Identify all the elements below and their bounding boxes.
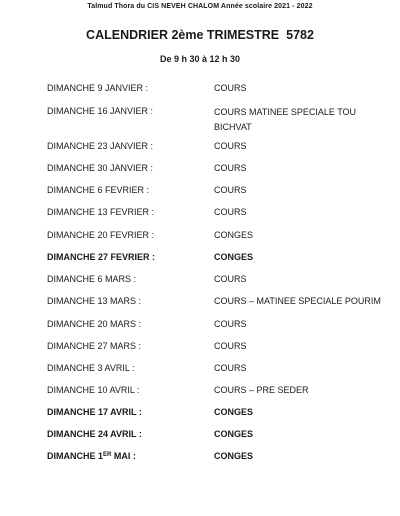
- row-event: COURS: [214, 274, 247, 284]
- row-date-suffix: MAI :: [111, 451, 136, 461]
- row-date: DIMANCHE 3 AVRIL :: [47, 363, 135, 373]
- row-event: COURS: [214, 363, 247, 373]
- row-date: DIMANCHE 23 JANVIER :: [47, 141, 154, 151]
- row-date: DIMANCHE 16 JANVIER :: [47, 106, 154, 116]
- row-event: CONGES: [214, 230, 254, 240]
- row-date-prefix: DIMANCHE 1: [47, 451, 104, 461]
- row-event: COURS: [214, 319, 247, 329]
- row-date: DIMANCHE 6 MARS :: [47, 274, 137, 284]
- row-date-superscript: ER: [103, 452, 112, 458]
- title-text: CALENDRIER 2ème TRIMESTRE: [86, 28, 280, 42]
- row-event: COURS – MATINEE SPECIALE POURIM: [214, 296, 381, 306]
- row-event: COURS: [214, 341, 247, 351]
- row-date: DIMANCHE 27 MARS :: [47, 341, 142, 351]
- row-date: DIMANCHE 13 FEVRIER :: [47, 207, 155, 217]
- row-event: COURS: [214, 141, 247, 151]
- row-event: COURS: [214, 163, 247, 173]
- row-date: DIMANCHE 20 FEVRIER :: [47, 230, 155, 240]
- school-header: Talmud Thora du CIS NEVEH CHALOM Année scolaire 2021 - 2022: [87, 3, 313, 10]
- row-event: CONGES: [214, 407, 254, 417]
- row-date: DIMANCHE 13 MARS :: [47, 296, 142, 306]
- row-event: COURS MATINEE SPECIALE TOU BICHVAT: [214, 107, 357, 132]
- title-year: 5782: [286, 28, 314, 42]
- row-date: DIMANCHE 20 MARS :: [47, 319, 142, 329]
- row-event: CONGES: [214, 451, 254, 461]
- row-event: COURS: [214, 207, 247, 217]
- row-date: DIMANCHE 27 FEVRIER :: [47, 252, 156, 262]
- row-date: [47, 450, 207, 462]
- hours-line: De 9 h 30 à 12 h 30: [159, 54, 241, 64]
- row-date: DIMANCHE 10 AVRIL :: [47, 385, 140, 395]
- row-date: DIMANCHE 24 AVRIL :: [47, 429, 142, 439]
- row-date: DIMANCHE 6 FEVRIER :: [47, 185, 150, 195]
- row-event: COURS – PRE SEDER: [214, 385, 309, 395]
- row-event: CONGES: [214, 429, 254, 439]
- row-date: DIMANCHE 9 JANVIER :: [47, 83, 149, 93]
- row-event: COURS: [214, 185, 247, 195]
- row-event: COURS: [214, 83, 247, 93]
- row-date: DIMANCHE 17 AVRIL :: [47, 407, 142, 417]
- page-title: [0, 28, 400, 42]
- row-event: CONGES: [214, 252, 254, 262]
- row-date: DIMANCHE 30 JANVIER :: [47, 163, 154, 173]
